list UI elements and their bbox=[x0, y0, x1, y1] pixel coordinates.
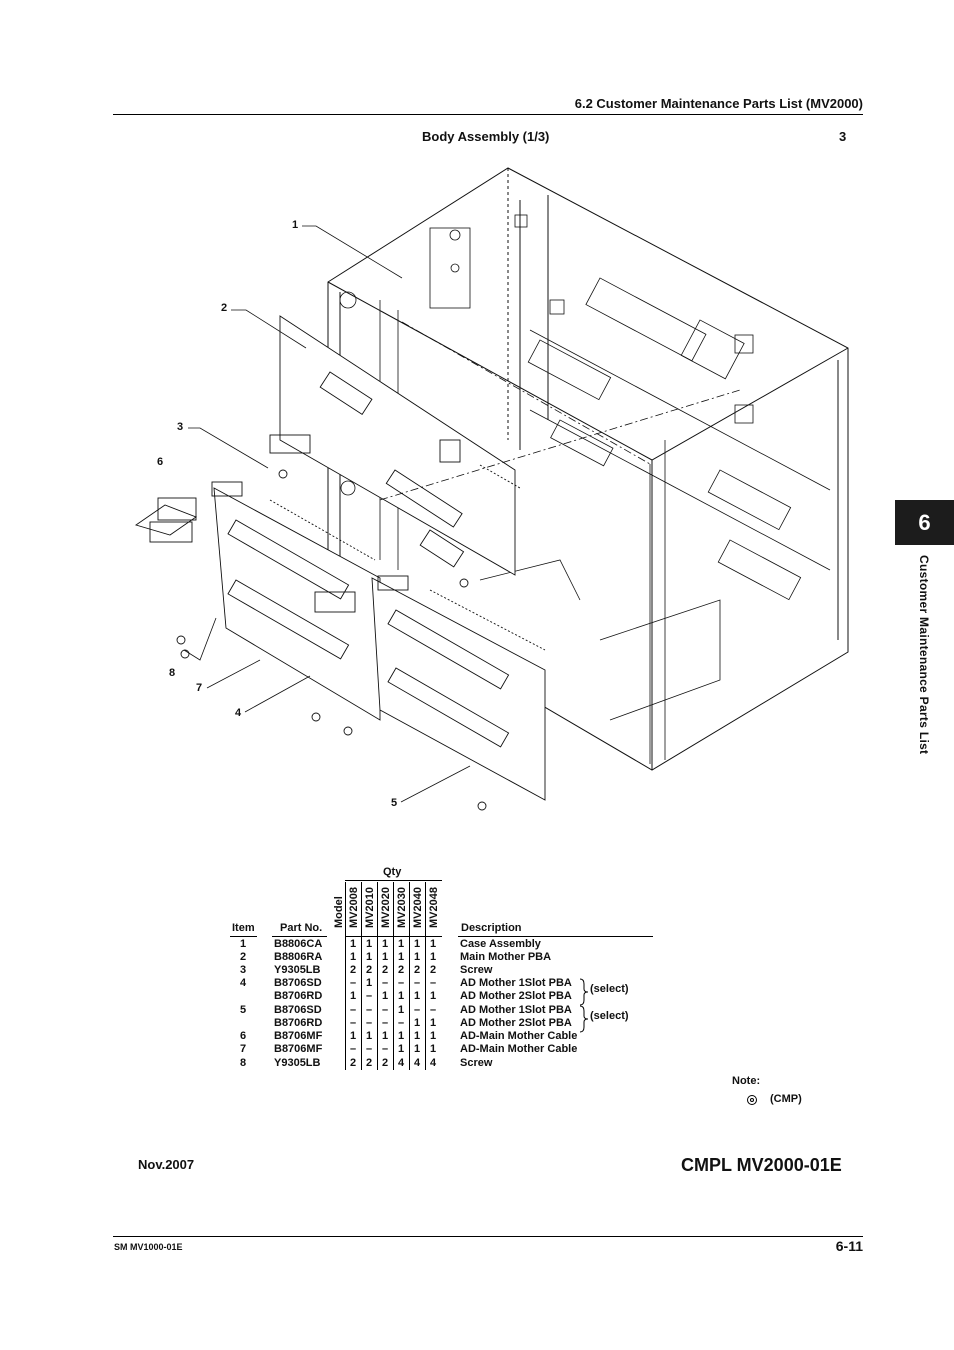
callout-1: 1 bbox=[292, 219, 299, 231]
desc-cell: Main Mother PBA bbox=[460, 951, 552, 963]
callout-6: 6 bbox=[157, 456, 164, 468]
qty-cell: 1 bbox=[430, 1017, 437, 1029]
qty-cell: – bbox=[414, 977, 421, 989]
partno-cell: B8706MF bbox=[274, 1030, 323, 1042]
qty-cell: 2 bbox=[382, 964, 389, 976]
item-cell: 2 bbox=[240, 951, 247, 963]
qty-cell: 1 bbox=[414, 938, 421, 950]
ad-mother-pba-5-drawing bbox=[372, 576, 545, 800]
desc-header: Description bbox=[461, 922, 522, 934]
main-mother-pba-drawing bbox=[270, 316, 520, 575]
select-label-2: (select) bbox=[590, 1010, 629, 1022]
qty-cell: 1 bbox=[366, 951, 373, 963]
qty-cell: – bbox=[382, 977, 389, 989]
partno-header: Part No. bbox=[280, 922, 323, 934]
qty-cell: 1 bbox=[366, 938, 373, 950]
select-brace-icon bbox=[578, 1005, 590, 1033]
qty-cell: – bbox=[366, 1004, 373, 1016]
qty-cell: 2 bbox=[430, 964, 437, 976]
page-number: 6-11 bbox=[835, 1238, 863, 1254]
qty-cell: 2 bbox=[366, 964, 373, 976]
select-label-1: (select) bbox=[590, 983, 629, 995]
partno-cell: B8706SD bbox=[274, 1004, 322, 1016]
qty-label: Qty bbox=[383, 866, 402, 878]
item-cell: 8 bbox=[240, 1057, 247, 1069]
figure-number: 3 bbox=[839, 129, 847, 144]
qty-cell: 1 bbox=[398, 1030, 405, 1042]
qty-cell: 1 bbox=[430, 1043, 437, 1055]
col-sep bbox=[425, 882, 426, 1070]
qty-cell: 1 bbox=[430, 1030, 437, 1042]
desc-cell: AD Mother 2Slot PBA bbox=[460, 1017, 572, 1029]
col-sep bbox=[393, 882, 394, 1070]
qty-cell: 1 bbox=[398, 1043, 405, 1055]
ad-mother-pba-4-drawing bbox=[212, 482, 380, 720]
callout-3: 3 bbox=[177, 421, 184, 433]
qty-cell: 1 bbox=[430, 990, 437, 1002]
col-sep bbox=[409, 882, 410, 1070]
item-header: Item bbox=[232, 922, 255, 934]
qty-cell: 1 bbox=[414, 951, 421, 963]
partno-cell: Y9305LB bbox=[274, 964, 321, 976]
partno-cell: B8706RD bbox=[274, 1017, 323, 1029]
qty-cell: 1 bbox=[414, 1017, 421, 1029]
qty-cell: 1 bbox=[382, 938, 389, 950]
partno-cell: Y9305LB bbox=[274, 1057, 321, 1069]
col-sep bbox=[345, 882, 346, 1070]
qty-cell: 1 bbox=[414, 990, 421, 1002]
figure-title: Body Assembly (1/3) bbox=[422, 129, 550, 144]
qty-cell: – bbox=[366, 990, 373, 1002]
qty-cell: 1 bbox=[398, 951, 405, 963]
qty-cell: 4 bbox=[398, 1057, 405, 1069]
qty-cell: – bbox=[382, 1043, 389, 1055]
desc-cell: Screw bbox=[460, 964, 493, 976]
cmpl-number: CMPL MV2000-01E bbox=[681, 1155, 842, 1175]
qty-cell: – bbox=[430, 1004, 437, 1016]
note-label: Note: bbox=[732, 1075, 761, 1087]
partno-cell: B8706MF bbox=[274, 1043, 323, 1055]
qty-cell: 2 bbox=[350, 1057, 357, 1069]
desc-header-rule bbox=[458, 936, 653, 937]
desc-cell: AD-Main Mother Cable bbox=[460, 1043, 578, 1055]
qty-cell: – bbox=[366, 1043, 373, 1055]
footer-rule bbox=[113, 1236, 863, 1237]
qty-cell: 1 bbox=[382, 951, 389, 963]
select-brace-icon bbox=[578, 978, 590, 1006]
qty-cell: – bbox=[398, 1017, 405, 1029]
model-mv2030: MV2030 bbox=[396, 887, 408, 928]
chapter-side-label: Customer Maintenance Parts List bbox=[917, 555, 931, 755]
model-mv2048: MV2048 bbox=[428, 887, 440, 928]
document-id: SM MV1000-01E bbox=[114, 1242, 183, 1252]
cmp-symbol-icon bbox=[747, 1095, 757, 1105]
qty-cell: 1 bbox=[382, 990, 389, 1002]
partno-header-rule bbox=[272, 936, 327, 937]
qty-cell: – bbox=[382, 1004, 389, 1016]
desc-cell: AD Mother 1Slot PBA bbox=[460, 1004, 572, 1016]
col-sep bbox=[377, 882, 378, 1070]
chapter-tab[interactable]: 6 bbox=[895, 500, 954, 545]
item-cell: 1 bbox=[240, 938, 247, 950]
qty-cell: 1 bbox=[350, 990, 357, 1002]
qty-cell: 1 bbox=[382, 1030, 389, 1042]
item-header-rule bbox=[230, 936, 257, 937]
qty-cell: 4 bbox=[430, 1057, 437, 1069]
qty-cell: – bbox=[350, 977, 357, 989]
qty-cell: 1 bbox=[366, 1030, 373, 1042]
qty-cell: 1 bbox=[398, 938, 405, 950]
item-cell: 6 bbox=[240, 1030, 247, 1042]
item-cell: 4 bbox=[240, 977, 247, 989]
cable-6-drawing bbox=[136, 498, 196, 542]
qty-cell: 1 bbox=[414, 1043, 421, 1055]
partno-cell: B8706RD bbox=[274, 990, 323, 1002]
desc-cell: AD-Main Mother Cable bbox=[460, 1030, 578, 1042]
qty-cell: – bbox=[398, 977, 405, 989]
model-mv2008: MV2008 bbox=[348, 887, 360, 928]
qty-cell: – bbox=[350, 1017, 357, 1029]
desc-cell: AD Mother 1Slot PBA bbox=[460, 977, 572, 989]
qty-cell: 1 bbox=[350, 951, 357, 963]
desc-cell: AD Mother 2Slot PBA bbox=[460, 990, 572, 1002]
qty-cell: 1 bbox=[398, 990, 405, 1002]
qty-cell: 2 bbox=[350, 964, 357, 976]
partno-cell: B8806CA bbox=[274, 938, 323, 950]
model-label: Model bbox=[333, 896, 345, 928]
qty-cell: – bbox=[366, 1017, 373, 1029]
callout-2: 2 bbox=[221, 302, 228, 314]
callout-4: 4 bbox=[235, 707, 242, 719]
desc-cell: Screw bbox=[460, 1057, 493, 1069]
qty-cell: 1 bbox=[430, 938, 437, 950]
partno-cell: B8806RA bbox=[274, 951, 323, 963]
qty-cell: 1 bbox=[350, 1030, 357, 1042]
qty-cell: – bbox=[350, 1043, 357, 1055]
section-title: 6.2 Customer Maintenance Parts List (MV2000) bbox=[574, 96, 863, 111]
callout-5: 5 bbox=[391, 797, 398, 809]
qty-cell: 1 bbox=[350, 938, 357, 950]
qty-cell: 2 bbox=[382, 1057, 389, 1069]
col-sep bbox=[361, 882, 362, 1070]
callout-7: 7 bbox=[196, 682, 203, 694]
qty-cell: – bbox=[430, 977, 437, 989]
note-symbol-text: (CMP) bbox=[770, 1093, 802, 1105]
model-mv2010: MV2010 bbox=[364, 887, 376, 928]
qty-cell: 1 bbox=[366, 977, 373, 989]
qty-cell: 1 bbox=[398, 1004, 405, 1016]
partno-cell: B8706SD bbox=[274, 977, 322, 989]
qty-rule bbox=[345, 880, 442, 881]
qty-cell: 2 bbox=[414, 964, 421, 976]
qty-cell: 2 bbox=[366, 1057, 373, 1069]
qty-cell: 2 bbox=[398, 964, 405, 976]
qty-cell: 4 bbox=[414, 1057, 421, 1069]
desc-cell: Case Assembly bbox=[460, 938, 541, 950]
item-cell: 7 bbox=[240, 1043, 247, 1055]
qty-cell: – bbox=[350, 1004, 357, 1016]
qty-cell: 1 bbox=[414, 1030, 421, 1042]
item-cell: 5 bbox=[240, 1004, 247, 1016]
qty-cell: 1 bbox=[430, 951, 437, 963]
qty-cell: – bbox=[414, 1004, 421, 1016]
callout-8: 8 bbox=[169, 667, 176, 679]
model-mv2040: MV2040 bbox=[412, 887, 424, 928]
item-cell: 3 bbox=[240, 964, 247, 976]
qty-cell: – bbox=[382, 1017, 389, 1029]
revision-date: Nov.2007 bbox=[138, 1157, 195, 1172]
model-mv2020: MV2020 bbox=[380, 887, 392, 928]
